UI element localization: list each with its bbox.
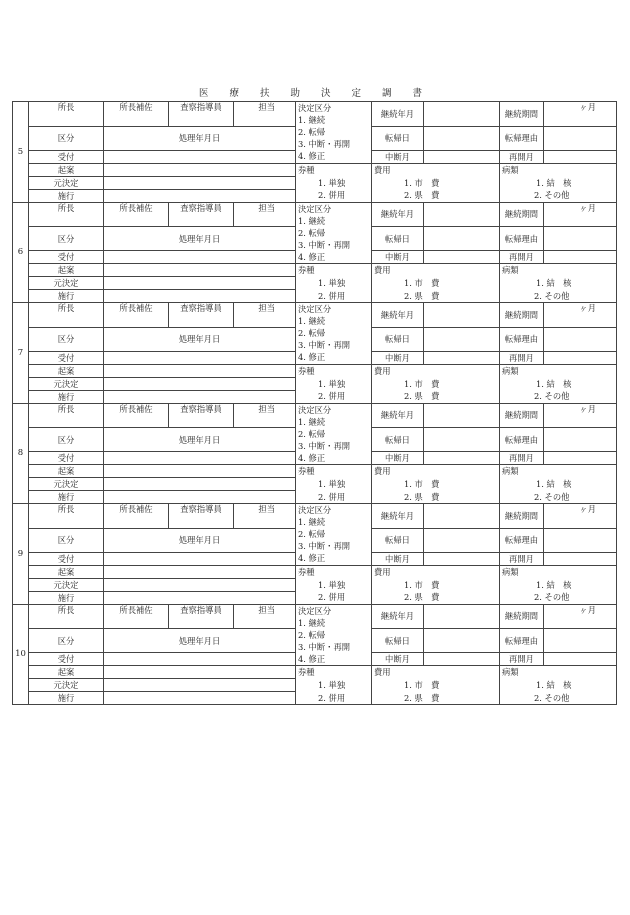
saikai-tsuki-field[interactable] xyxy=(544,452,617,465)
tanto-header: 担当 xyxy=(234,202,296,227)
opt-shusei: 4. 修正 xyxy=(296,552,372,565)
tanto-header: 担当 xyxy=(234,102,296,127)
chudan-tsuki-field[interactable] xyxy=(424,150,500,163)
shiko-label: 施行 xyxy=(29,491,104,504)
opt-keizoku: 1. 継続 xyxy=(296,315,372,327)
shiko-label: 施行 xyxy=(29,390,104,403)
tenki-bi-label: 転帰日 xyxy=(372,327,424,351)
shocho-header: 所長 xyxy=(29,102,104,127)
opt-tenki: 2. 転帰 xyxy=(296,428,372,440)
shocho-hosa-header: 所長補佐 xyxy=(104,604,169,629)
tenki-riyu-label: 転帰理由 xyxy=(500,629,544,653)
opt-tenki: 2. 転帰 xyxy=(296,629,372,641)
opt-chudan: 3. 中断・再開 xyxy=(296,239,372,251)
shocho-hosa-header: 所長補佐 xyxy=(104,202,169,227)
opt-chudan: 3. 中断・再開 xyxy=(296,440,372,452)
shiko-field[interactable] xyxy=(104,491,296,504)
keizoku-kikan-field[interactable] xyxy=(544,102,617,127)
hiyo-label: 費用 xyxy=(372,163,500,176)
tenki-riyu-label: 転帰理由 xyxy=(500,428,544,452)
chudan-tsuki-label: 中断月 xyxy=(372,251,424,264)
keizoku-nengetsu-label: 継続年月 xyxy=(372,604,424,629)
keizoku-nengetsu-field[interactable] xyxy=(424,504,500,529)
kubun-label: 区分 xyxy=(29,428,104,452)
shocho-header: 所長 xyxy=(29,403,104,428)
opt-sonota: 2. その他 xyxy=(500,491,617,504)
opt-heiyo: 2. 併用 xyxy=(296,290,372,303)
chudan-tsuki-field[interactable] xyxy=(424,452,500,465)
keizoku-nengetsu-field[interactable] xyxy=(424,604,500,629)
byorui-label: 病類 xyxy=(500,264,617,277)
moto-kettei-label: 元決定 xyxy=(29,578,104,591)
kubun-label: 区分 xyxy=(29,126,104,150)
tenki-riyu-field[interactable] xyxy=(544,629,617,653)
opt-heiyo: 2. 併用 xyxy=(296,692,372,705)
tenki-riyu-field[interactable] xyxy=(544,327,617,351)
opt-heiyo: 2. 併用 xyxy=(296,390,372,403)
keizoku-nengetsu-label: 継続年月 xyxy=(372,303,424,328)
tenki-riyu-field[interactable] xyxy=(544,528,617,552)
kenshu-label: 券種 xyxy=(296,565,372,578)
chudan-tsuki-field[interactable] xyxy=(424,351,500,364)
tenki-bi-label: 転帰日 xyxy=(372,428,424,452)
hiyo-label: 費用 xyxy=(372,264,500,277)
saikai-tsuki-label: 再開月 xyxy=(500,351,544,364)
opt-tandoku: 1. 単独 xyxy=(296,277,372,290)
kian-label: 起案 xyxy=(29,264,104,277)
chudan-tsuki-label: 中断月 xyxy=(372,653,424,666)
kian-label: 起案 xyxy=(29,666,104,679)
opt-ken-hi: 2. 県 費 xyxy=(372,390,500,403)
keizoku-nengetsu-field[interactable] xyxy=(424,403,500,428)
opt-tandoku: 1. 単独 xyxy=(296,176,372,189)
opt-shi-hi: 1. 市 費 xyxy=(372,478,500,491)
kettei-kubun-label: 決定区分 xyxy=(296,504,372,517)
shori-nengappi-label: 処理年月日 xyxy=(104,428,296,452)
opt-tandoku: 1. 単独 xyxy=(296,578,372,591)
kubun-label: 区分 xyxy=(29,227,104,251)
tenki-bi-label: 転帰日 xyxy=(372,227,424,251)
saikai-tsuki-field[interactable] xyxy=(544,653,617,666)
moto-kettei-label: 元決定 xyxy=(29,377,104,390)
tenki-riyu-label: 転帰理由 xyxy=(500,528,544,552)
shiko-field[interactable] xyxy=(104,692,296,705)
tenki-bi-label: 転帰日 xyxy=(372,126,424,150)
chudan-tsuki-label: 中断月 xyxy=(372,552,424,565)
kenshu-label: 券種 xyxy=(296,666,372,679)
opt-sonota: 2. その他 xyxy=(500,390,617,403)
chudan-tsuki-field[interactable] xyxy=(424,653,500,666)
saikai-tsuki-label: 再開月 xyxy=(500,653,544,666)
opt-keizoku: 1. 継続 xyxy=(296,617,372,629)
keizoku-nengetsu-label: 継続年月 xyxy=(372,403,424,428)
opt-chudan: 3. 中断・再開 xyxy=(296,138,372,150)
kenshu-label: 券種 xyxy=(296,163,372,176)
sasatsu-shidoin-header: 査察指導員 xyxy=(169,604,234,629)
opt-shusei: 4. 修正 xyxy=(296,150,372,163)
tenki-bi-field[interactable] xyxy=(424,126,500,150)
tenki-riyu-field[interactable] xyxy=(544,428,617,452)
moto-kettei-field[interactable] xyxy=(104,176,296,189)
opt-kekkaku: 1. 結 核 xyxy=(500,578,617,591)
opt-sonota: 2. その他 xyxy=(500,189,617,202)
shocho-header: 所長 xyxy=(29,303,104,328)
uketsuke-label: 受付 xyxy=(29,150,104,163)
shiko-label: 施行 xyxy=(29,189,104,202)
opt-chudan: 3. 中断・再開 xyxy=(296,339,372,351)
moto-kettei-label: 元決定 xyxy=(29,478,104,491)
shocho-hosa-header: 所長補佐 xyxy=(104,504,169,529)
opt-tandoku: 1. 単独 xyxy=(296,377,372,390)
tenki-bi-field[interactable] xyxy=(424,428,500,452)
tenki-riyu-field[interactable] xyxy=(544,227,617,251)
shiko-field[interactable] xyxy=(104,591,296,604)
saikai-tsuki-field[interactable] xyxy=(544,552,617,565)
kian-field[interactable] xyxy=(104,364,296,377)
keizoku-nengetsu-label: 継続年月 xyxy=(372,504,424,529)
keizoku-kikan-field[interactable] xyxy=(544,303,617,328)
tanto-header: 担当 xyxy=(234,504,296,529)
opt-tenki: 2. 転帰 xyxy=(296,227,372,239)
opt-shi-hi: 1. 市 費 xyxy=(372,578,500,591)
opt-tenki: 2. 転帰 xyxy=(296,528,372,540)
sasatsu-shidoin-header: 査察指導員 xyxy=(169,202,234,227)
sasatsu-shidoin-header: 査察指導員 xyxy=(169,504,234,529)
keizoku-nengetsu-field[interactable] xyxy=(424,303,500,328)
shiko-label: 施行 xyxy=(29,591,104,604)
chudan-tsuki-label: 中断月 xyxy=(372,150,424,163)
tanto-header: 担当 xyxy=(234,403,296,428)
kian-label: 起案 xyxy=(29,465,104,478)
shocho-header: 所長 xyxy=(29,604,104,629)
opt-shusei: 4. 修正 xyxy=(296,452,372,465)
row-number: 6 xyxy=(13,202,29,303)
opt-sonota: 2. その他 xyxy=(500,290,617,303)
tenki-riyu-label: 転帰理由 xyxy=(500,126,544,150)
hiyo-label: 費用 xyxy=(372,565,500,578)
opt-shusei: 4. 修正 xyxy=(296,351,372,364)
opt-tenki: 2. 転帰 xyxy=(296,126,372,138)
opt-heiyo: 2. 併用 xyxy=(296,491,372,504)
tanto-header: 担当 xyxy=(234,604,296,629)
kian-field[interactable] xyxy=(104,565,296,578)
kenshu-label: 券種 xyxy=(296,465,372,478)
keizoku-nengetsu-field[interactable] xyxy=(424,102,500,127)
shiko-field[interactable] xyxy=(104,290,296,303)
opt-kekkaku: 1. 結 核 xyxy=(500,176,617,189)
kenshu-label: 券種 xyxy=(296,264,372,277)
opt-shusei: 4. 修正 xyxy=(296,251,372,264)
saikai-tsuki-field[interactable] xyxy=(544,150,617,163)
opt-ken-hi: 2. 県 費 xyxy=(372,290,500,303)
opt-kekkaku: 1. 結 核 xyxy=(500,277,617,290)
keizoku-kikan-label: 継続期間 xyxy=(500,303,544,328)
moto-kettei-label: 元決定 xyxy=(29,176,104,189)
keizoku-kikan-field[interactable] xyxy=(544,504,617,529)
kagetsu-unit: ヶ月 xyxy=(579,403,596,414)
keizoku-kikan-field[interactable] xyxy=(544,403,617,428)
opt-shi-hi: 1. 市 費 xyxy=(372,377,500,390)
opt-keizoku: 1. 継続 xyxy=(296,516,372,528)
hiyo-label: 費用 xyxy=(372,465,500,478)
saikai-tsuki-field[interactable] xyxy=(544,251,617,264)
document-title: 医 療 扶 助 決 定 調 書 xyxy=(198,88,432,99)
kagetsu-unit: ヶ月 xyxy=(579,202,596,213)
tenki-riyu-field[interactable] xyxy=(544,126,617,150)
uketsuke-label: 受付 xyxy=(29,251,104,264)
sasatsu-shidoin-header: 査察指導員 xyxy=(169,403,234,428)
shocho-hosa-header: 所長補佐 xyxy=(104,403,169,428)
moto-kettei-field[interactable] xyxy=(104,478,296,491)
tenki-bi-field[interactable] xyxy=(424,227,500,251)
tenki-bi-field[interactable] xyxy=(424,327,500,351)
kagetsu-unit: ヶ月 xyxy=(579,504,596,514)
uketsuke-label: 受付 xyxy=(29,351,104,364)
shocho-header: 所長 xyxy=(29,202,104,227)
keizoku-kikan-label: 継続期間 xyxy=(500,604,544,629)
kettei-kubun-label: 決定区分 xyxy=(296,202,372,215)
uketsuke-label: 受付 xyxy=(29,552,104,565)
tanto-header: 担当 xyxy=(234,303,296,328)
opt-heiyo: 2. 併用 xyxy=(296,591,372,604)
kubun-label: 区分 xyxy=(29,327,104,351)
uketsuke-field[interactable] xyxy=(104,653,296,666)
shiko-field[interactable] xyxy=(104,390,296,403)
tenki-bi-label: 転帰日 xyxy=(372,629,424,653)
row-number: 5 xyxy=(13,102,29,203)
tenki-riyu-label: 転帰理由 xyxy=(500,327,544,351)
hiyo-label: 費用 xyxy=(372,666,500,679)
opt-ken-hi: 2. 県 費 xyxy=(372,692,500,705)
opt-sonota: 2. その他 xyxy=(500,692,617,705)
keizoku-kikan-label: 継続期間 xyxy=(500,202,544,227)
byorui-label: 病類 xyxy=(500,666,617,679)
opt-keizoku: 1. 継続 xyxy=(296,215,372,227)
keizoku-kikan-label: 継続期間 xyxy=(500,403,544,428)
kagetsu-unit: ヶ月 xyxy=(579,604,596,615)
shori-nengappi-label: 処理年月日 xyxy=(104,227,296,251)
kubun-label: 区分 xyxy=(29,629,104,653)
moto-kettei-label: 元決定 xyxy=(29,679,104,692)
opt-chudan: 3. 中断・再開 xyxy=(296,641,372,653)
opt-ken-hi: 2. 県 費 xyxy=(372,591,500,604)
medical-aid-decision-table xyxy=(12,101,617,705)
hiyo-label: 費用 xyxy=(372,364,500,377)
shiko-label: 施行 xyxy=(29,290,104,303)
opt-tenki: 2. 転帰 xyxy=(296,327,372,339)
kagetsu-unit: ヶ月 xyxy=(579,303,596,313)
moto-kettei-field[interactable] xyxy=(104,578,296,591)
opt-kekkaku: 1. 結 核 xyxy=(500,679,617,692)
saikai-tsuki-label: 再開月 xyxy=(500,452,544,465)
kettei-kubun-label: 決定区分 xyxy=(296,604,372,617)
kian-field[interactable] xyxy=(104,163,296,176)
row-number: 7 xyxy=(13,303,29,404)
byorui-label: 病類 xyxy=(500,465,617,478)
row-number: 10 xyxy=(13,604,29,705)
saikai-tsuki-label: 再開月 xyxy=(500,150,544,163)
kian-field[interactable] xyxy=(104,465,296,478)
shori-nengappi-label: 処理年月日 xyxy=(104,528,296,552)
tenki-bi-label: 転帰日 xyxy=(372,528,424,552)
kagetsu-unit: ヶ月 xyxy=(579,102,596,112)
byorui-label: 病類 xyxy=(500,565,617,578)
uketsuke-field[interactable] xyxy=(104,251,296,264)
kian-label: 起案 xyxy=(29,364,104,377)
uketsuke-field[interactable] xyxy=(104,452,296,465)
keizoku-kikan-label: 継続期間 xyxy=(500,504,544,529)
chudan-tsuki-field[interactable] xyxy=(424,552,500,565)
tenki-bi-field[interactable] xyxy=(424,528,500,552)
opt-shi-hi: 1. 市 費 xyxy=(372,176,500,189)
byorui-label: 病類 xyxy=(500,364,617,377)
kettei-kubun-label: 決定区分 xyxy=(296,403,372,416)
uketsuke-label: 受付 xyxy=(29,653,104,666)
moto-kettei-field[interactable] xyxy=(104,679,296,692)
moto-kettei-field[interactable] xyxy=(104,377,296,390)
keizoku-nengetsu-label: 継続年月 xyxy=(372,102,424,127)
sasatsu-shidoin-header: 査察指導員 xyxy=(169,303,234,328)
opt-shi-hi: 1. 市 費 xyxy=(372,277,500,290)
opt-chudan: 3. 中断・再開 xyxy=(296,540,372,552)
kian-label: 起案 xyxy=(29,163,104,176)
opt-keizoku: 1. 継続 xyxy=(296,416,372,428)
shori-nengappi-label: 処理年月日 xyxy=(104,126,296,150)
opt-kekkaku: 1. 結 核 xyxy=(500,478,617,491)
tenki-riyu-label: 転帰理由 xyxy=(500,227,544,251)
opt-shi-hi: 1. 市 費 xyxy=(372,679,500,692)
kubun-label: 区分 xyxy=(29,528,104,552)
tenki-bi-field[interactable] xyxy=(424,629,500,653)
opt-kekkaku: 1. 結 核 xyxy=(500,377,617,390)
chudan-tsuki-label: 中断月 xyxy=(372,351,424,364)
saikai-tsuki-field[interactable] xyxy=(544,351,617,364)
keizoku-nengetsu-field[interactable] xyxy=(424,202,500,227)
saikai-tsuki-label: 再開月 xyxy=(500,251,544,264)
opt-sonota: 2. その他 xyxy=(500,591,617,604)
keizoku-kikan-field[interactable] xyxy=(544,202,617,227)
shiko-field[interactable] xyxy=(104,189,296,202)
saikai-tsuki-label: 再開月 xyxy=(500,552,544,565)
uketsuke-field[interactable] xyxy=(104,150,296,163)
shori-nengappi-label: 処理年月日 xyxy=(104,629,296,653)
uketsuke-field[interactable] xyxy=(104,552,296,565)
opt-tandoku: 1. 単独 xyxy=(296,679,372,692)
shori-nengappi-label: 処理年月日 xyxy=(104,327,296,351)
moto-kettei-label: 元決定 xyxy=(29,277,104,290)
byorui-label: 病類 xyxy=(500,163,617,176)
shocho-hosa-header: 所長補佐 xyxy=(104,102,169,127)
kenshu-label: 券種 xyxy=(296,364,372,377)
row-number: 9 xyxy=(13,504,29,605)
kian-field[interactable] xyxy=(104,264,296,277)
opt-keizoku: 1. 継続 xyxy=(296,114,372,126)
opt-tandoku: 1. 単独 xyxy=(296,478,372,491)
chudan-tsuki-field[interactable] xyxy=(424,251,500,264)
kettei-kubun-label: 決定区分 xyxy=(296,102,372,115)
sasatsu-shidoin-header: 査察指導員 xyxy=(169,102,234,127)
chudan-tsuki-label: 中断月 xyxy=(372,452,424,465)
keizoku-kikan-label: 継続期間 xyxy=(500,102,544,127)
keizoku-nengetsu-label: 継続年月 xyxy=(372,202,424,227)
uketsuke-label: 受付 xyxy=(29,452,104,465)
uketsuke-field[interactable] xyxy=(104,351,296,364)
shiko-label: 施行 xyxy=(29,692,104,705)
row-number: 8 xyxy=(13,403,29,504)
opt-ken-hi: 2. 県 費 xyxy=(372,189,500,202)
opt-heiyo: 2. 併用 xyxy=(296,189,372,202)
shocho-hosa-header: 所長補佐 xyxy=(104,303,169,328)
moto-kettei-field[interactable] xyxy=(104,277,296,290)
opt-shusei: 4. 修正 xyxy=(296,653,372,666)
shocho-header: 所長 xyxy=(29,504,104,529)
kettei-kubun-label: 決定区分 xyxy=(296,303,372,316)
kian-label: 起案 xyxy=(29,565,104,578)
opt-ken-hi: 2. 県 費 xyxy=(372,491,500,504)
keizoku-kikan-field[interactable] xyxy=(544,604,617,629)
kian-field[interactable] xyxy=(104,666,296,679)
